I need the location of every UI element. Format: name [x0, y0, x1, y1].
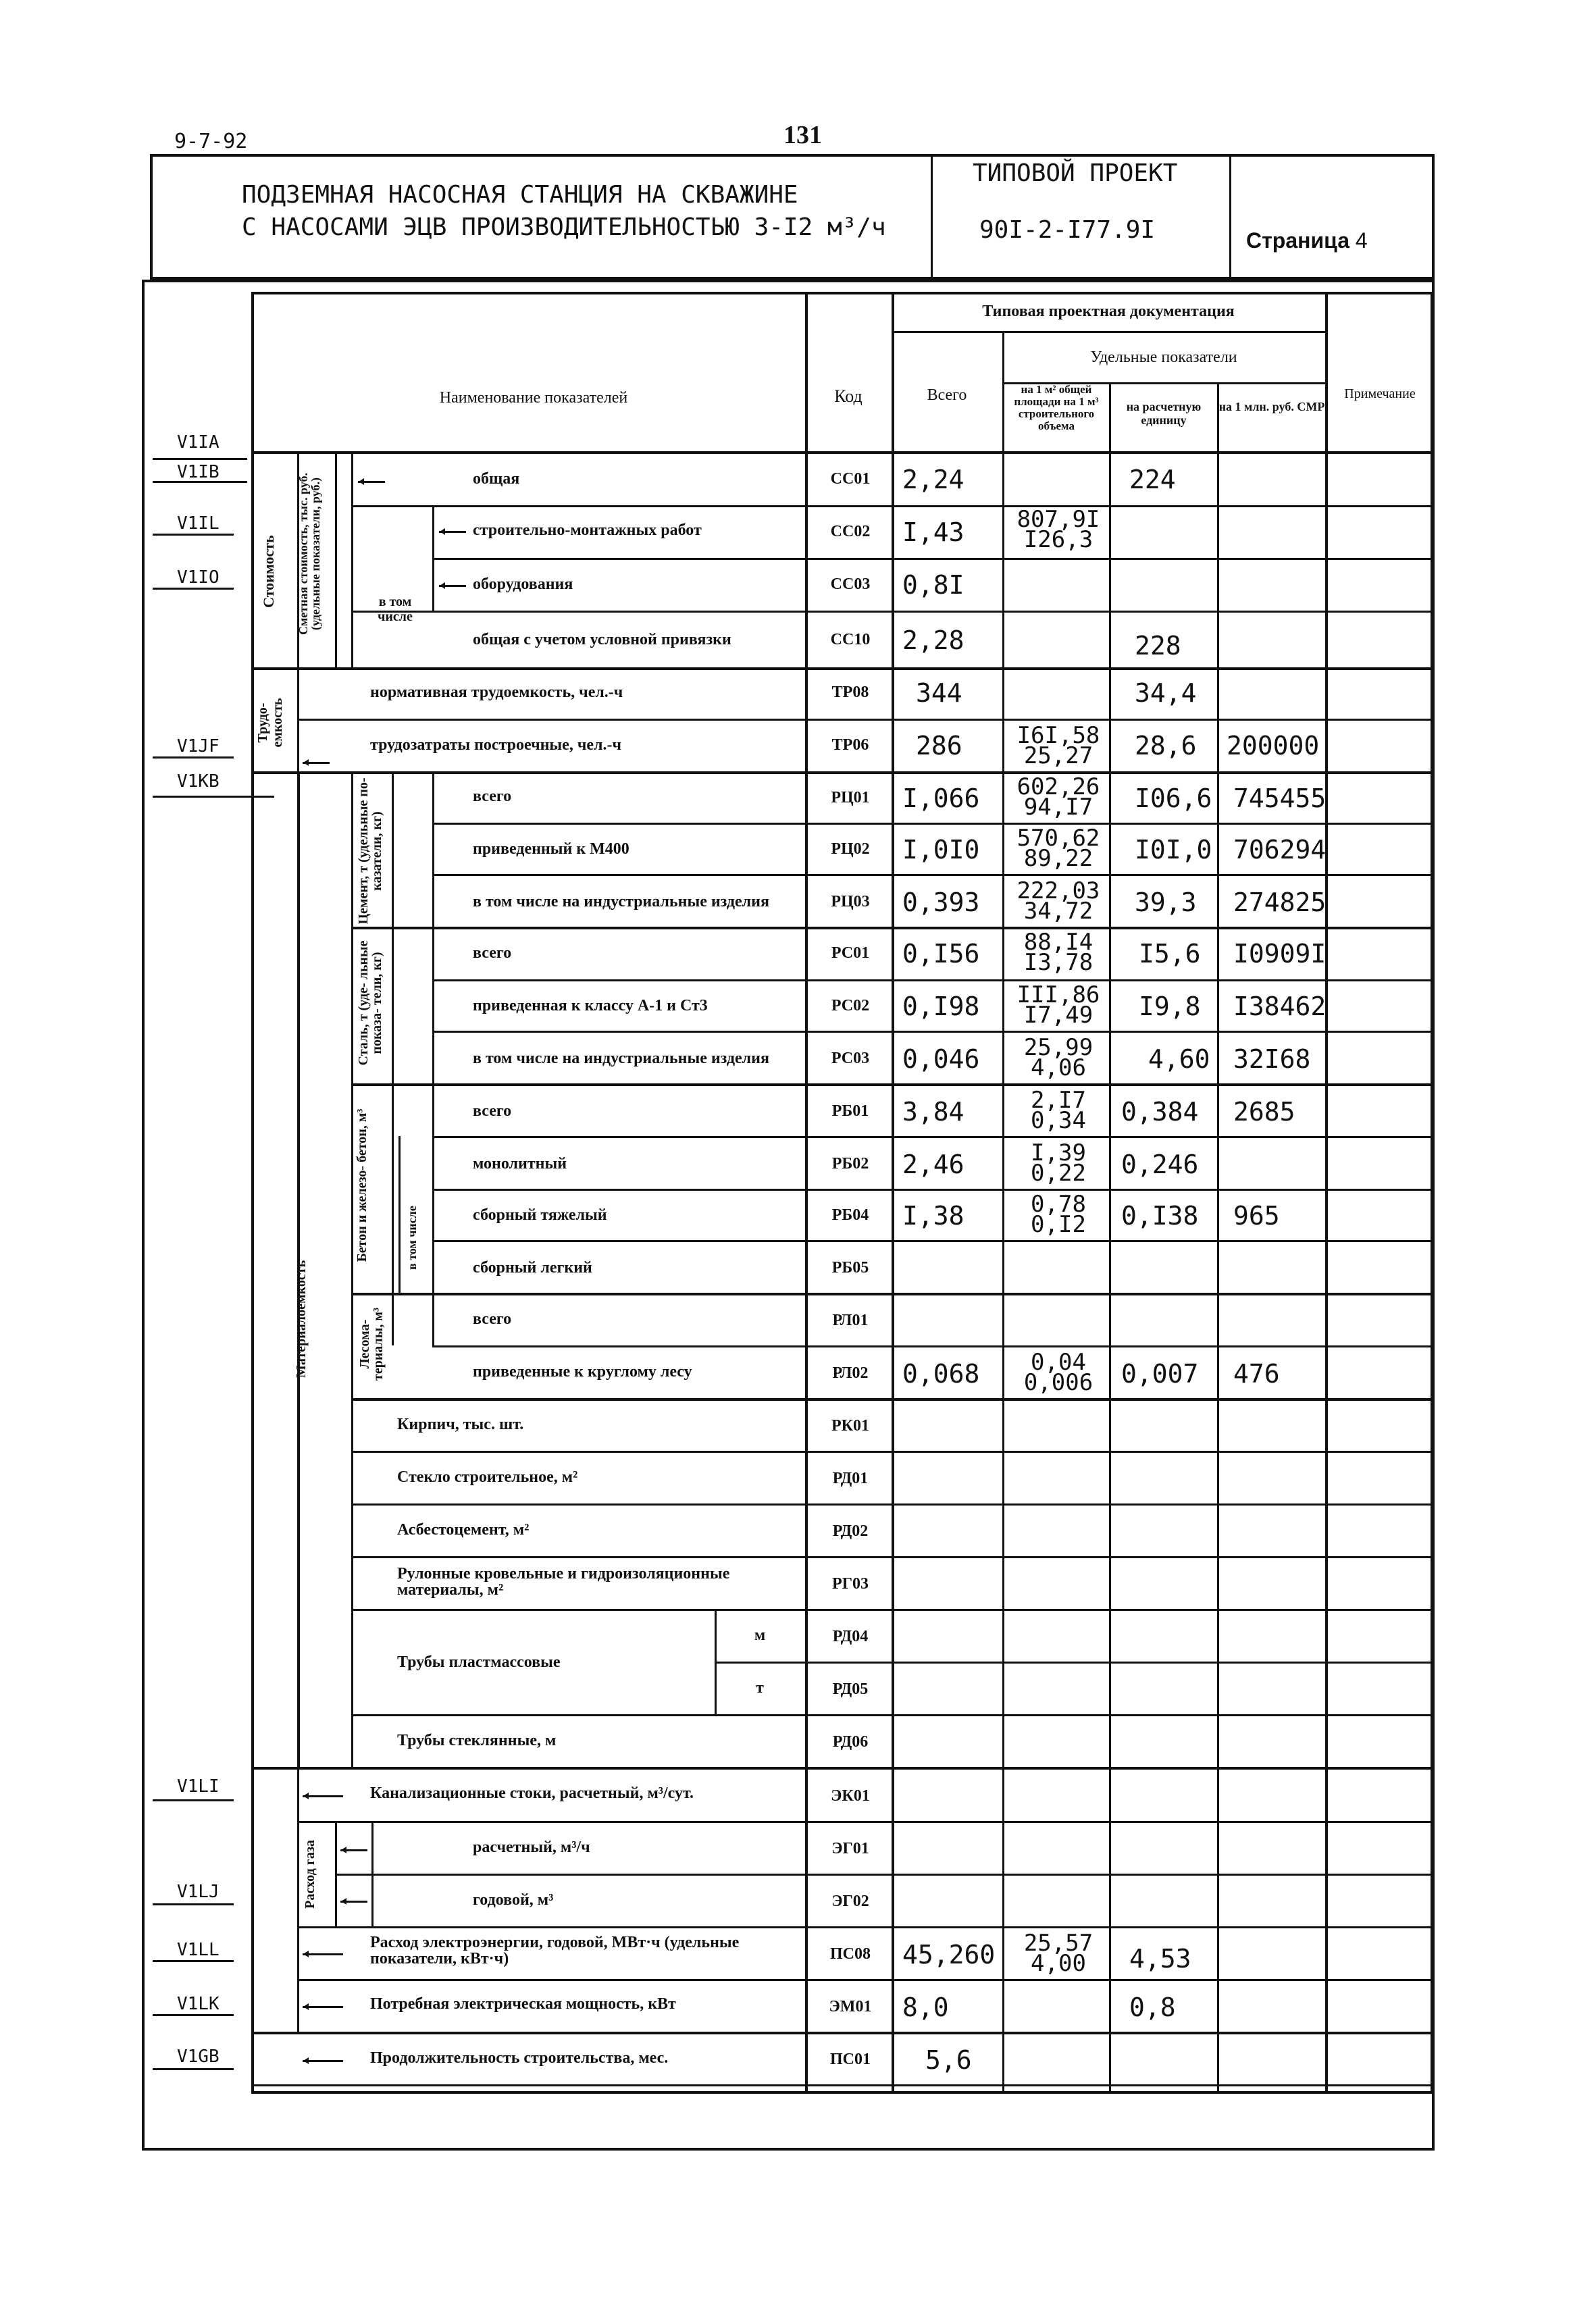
row-total: 45,260	[902, 1940, 996, 1970]
document-title-line2: С НАСОСАМИ ЭЦВ ПРОИЗВОДИТЕЛЬНОСТЬЮ 3-I2 м³/ч	[242, 213, 886, 241]
row-name: Асбестоцемент, м²	[397, 1521, 530, 1539]
row-per-m2: 222,03 34,72	[1016, 877, 1100, 925]
side-code: V1IO	[177, 567, 220, 588]
row-per-unit: 4,60	[1148, 1044, 1210, 1074]
group-gas: Расход газа	[303, 1840, 317, 1909]
header-per-m2: на 1 м² общей площади на 1 м³ строительного объема	[1014, 383, 1099, 432]
side-code: V1KB	[177, 771, 220, 792]
row-name: т	[756, 1679, 764, 1697]
row-name: приведенные к круглому лесу	[473, 1363, 692, 1381]
row-name: Кирпич, тыс. шт.	[397, 1416, 524, 1433]
row-per-mln: 2685	[1233, 1097, 1295, 1127]
group-concrete: Бетон и железо- бетон, м³	[355, 1108, 369, 1262]
row-total: 344	[916, 678, 962, 708]
row-total: I,38	[902, 1201, 964, 1231]
side-code: V1LL	[177, 1940, 220, 1960]
row-per-unit: 0,I38	[1121, 1201, 1199, 1231]
row-name: трудозатраты построечные, чел.-ч	[370, 736, 621, 754]
page-number: 131	[783, 121, 822, 149]
row-per-unit: I5,6	[1139, 939, 1201, 969]
row-per-mln: 200000	[1227, 731, 1320, 761]
row-code: СС03	[830, 575, 871, 593]
row-per-m2: 807,9I I26,3	[1016, 506, 1100, 553]
group-incl: в том числе	[378, 594, 413, 624]
row-total: 2,28	[902, 625, 964, 655]
row-name: приведенная к классу А-1 и Ст3	[473, 997, 708, 1014]
row-name: Продолжительность строительства, мес.	[370, 2049, 669, 2067]
document-title-line1: ПОДЗЕМНАЯ НАСОСНАЯ СТАНЦИЯ НА СКВАЖИНЕ	[242, 181, 798, 209]
sheet-number: 4	[1355, 228, 1368, 253]
row-name: м	[754, 1626, 766, 1644]
row-per-m2: 25,99 4,06	[1023, 1034, 1093, 1081]
row-code: РС02	[831, 997, 870, 1014]
row-per-mln: 706294	[1233, 835, 1327, 865]
row-code: СС10	[830, 631, 871, 648]
row-name: всего	[473, 788, 512, 805]
row-code: ЭМ01	[829, 1998, 872, 2015]
row-code: ЭК01	[831, 1787, 870, 1805]
row-total: 0,8I	[902, 570, 964, 600]
row-name: Потребная электрическая мощность, кВт	[370, 1995, 676, 2013]
row-total: 8,0	[902, 1992, 949, 2022]
row-per-unit: 224	[1129, 465, 1176, 494]
row-per-m2: 0,04 0,006	[1023, 1349, 1093, 1396]
row-per-unit: I06,6	[1135, 783, 1212, 813]
group-labor: Трудо- емкость	[255, 698, 285, 748]
row-per-m2: I6I,58 25,27	[1016, 722, 1100, 769]
group-cement: Цемент, т (удельные по- казатели, кг)	[356, 777, 384, 925]
header-name: Наименование показателей	[439, 389, 628, 407]
side-code: V1IB	[177, 462, 220, 482]
row-per-m2: 0,78 0,I2	[1031, 1191, 1086, 1238]
row-total: 2,24	[902, 465, 964, 494]
row-code: РС01	[831, 944, 870, 962]
row-name: годовой, м³	[473, 1891, 554, 1909]
row-total: 0,I56	[902, 939, 980, 969]
row-code: РС03	[831, 1050, 870, 1067]
row-per-unit: I9,8	[1139, 992, 1201, 1021]
group-concrete-incl: в том числе	[405, 1206, 419, 1270]
row-total: 5,6	[925, 2045, 972, 2075]
row-per-unit: 0,246	[1121, 1150, 1199, 1179]
row-name: строительно-монтажных работ	[473, 521, 702, 539]
indicators-table	[251, 292, 1433, 2094]
row-per-unit: 0,384	[1121, 1097, 1199, 1127]
row-per-m2: 88,I4 I3,78	[1023, 929, 1093, 976]
row-code: РЦ01	[831, 789, 870, 806]
header-per-mln: на 1 млн. руб. СМР	[1218, 400, 1325, 413]
row-code: РД05	[832, 1680, 869, 1698]
row-code: РБ04	[831, 1206, 869, 1224]
row-name: приведенный к М400	[473, 840, 629, 858]
row-name: нормативная трудоемкость, чел.-ч	[370, 684, 623, 701]
side-code: V1IA	[177, 432, 220, 453]
row-per-unit: 0,8	[1129, 1992, 1176, 2022]
row-name: сборный легкий	[473, 1259, 592, 1277]
row-per-m2: 570,62 89,22	[1016, 825, 1100, 872]
row-total: 286	[916, 731, 962, 761]
row-code: ПС01	[830, 2051, 871, 2068]
group-cost: Стоимость	[260, 535, 277, 608]
row-name: Рулонные кровельные и гидроизоляционные материалы, м²	[397, 1565, 730, 1599]
row-name: Трубы стеклянные, м	[397, 1732, 557, 1749]
row-per-m2: 602,26 94,I7	[1016, 773, 1100, 821]
group-steel: Сталь, т (уде- льные показа- тели, кг)	[356, 940, 384, 1066]
row-per-unit: I0I,0	[1135, 835, 1212, 865]
row-code: ЭГ01	[831, 1840, 869, 1857]
project-label: ТИПОВОЙ ПРОЕКТ	[973, 159, 1178, 187]
row-per-mln: 745455	[1233, 783, 1327, 813]
row-total: I,066	[902, 783, 980, 813]
row-per-mln: 32I68	[1233, 1044, 1311, 1074]
row-name: оборудования	[473, 575, 573, 593]
plastic-pipes-label: Трубы пластмассовые	[397, 1653, 561, 1671]
row-name: Стекло строительное, м²	[397, 1468, 578, 1486]
row-code: ПС08	[830, 1945, 871, 1963]
header-specific-group: Удельные показатели	[1090, 349, 1237, 366]
row-per-unit: 228	[1135, 631, 1181, 661]
row-per-m2: 2,I7 0,34	[1031, 1087, 1086, 1134]
row-code: РЛ02	[832, 1364, 869, 1382]
row-code: РЦ02	[831, 840, 870, 858]
row-name: общая с учетом условной привязки	[473, 631, 731, 648]
group-timber: Лесома- териалы, м³	[357, 1308, 386, 1381]
row-per-mln: I0909I	[1233, 939, 1327, 969]
row-name: всего	[473, 1102, 512, 1120]
side-code: V1LJ	[177, 1882, 220, 1902]
row-code: ТР06	[831, 736, 869, 754]
row-total: I,0I0	[902, 835, 980, 865]
side-code: V1GB	[177, 2047, 220, 2067]
row-per-mln: 965	[1233, 1201, 1280, 1231]
row-total: 3,84	[902, 1097, 964, 1127]
row-code: РБ01	[831, 1102, 869, 1120]
row-name: всего	[473, 1310, 512, 1328]
row-total: 0,068	[902, 1359, 980, 1389]
row-per-m2: 25,57 4,00	[1023, 1930, 1093, 1977]
header-per-unit: на расчетную единицу	[1126, 400, 1202, 427]
row-code: РД02	[832, 1522, 869, 1540]
side-code: V1LI	[177, 1776, 220, 1797]
sheet-label: Страница 4	[1246, 228, 1368, 253]
row-total: 0,393	[902, 888, 980, 917]
row-code: РД04	[832, 1628, 869, 1645]
header-doc-group: Типовая проектная документация	[982, 303, 1235, 320]
row-per-mln: 476	[1233, 1359, 1280, 1389]
row-per-mln: I38462	[1233, 992, 1327, 1021]
row-code: РД01	[832, 1470, 869, 1487]
row-per-unit: 28,6	[1135, 731, 1197, 761]
header-total: Всего	[927, 386, 967, 404]
row-code: РГ03	[832, 1575, 869, 1593]
group-estimate: Сметная стоимость, тыс. руб. (удельные показатели, руб.)	[297, 473, 322, 635]
row-code: РД06	[832, 1733, 869, 1751]
row-per-unit: 34,4	[1135, 678, 1197, 708]
row-code: РБ05	[831, 1259, 869, 1277]
row-code: ЭГ02	[831, 1893, 869, 1910]
row-name: в том числе на индустриальные изделия	[473, 1050, 769, 1067]
row-code: РБ02	[831, 1155, 869, 1173]
row-per-mln: 274825	[1233, 888, 1327, 917]
row-name: сборный тяжелый	[473, 1206, 607, 1224]
row-name: Расход электроэнергии, годовой, МВт·ч (удельные показатели, кВт·ч)	[370, 1934, 740, 1968]
header-code: Код	[834, 386, 863, 406]
row-name: расчетный, м³/ч	[473, 1839, 590, 1856]
row-code: СС01	[830, 470, 871, 488]
row-per-unit: 39,3	[1135, 888, 1197, 917]
row-code: РК01	[831, 1417, 870, 1435]
row-name: Канализационные стоки, расчетный, м³/сут.	[370, 1784, 694, 1802]
row-per-m2: III,86 I7,49	[1016, 981, 1100, 1029]
row-name: общая	[473, 470, 520, 488]
row-name: всего	[473, 944, 512, 962]
row-code: РЦ03	[831, 893, 870, 910]
side-code: V1IL	[177, 513, 220, 534]
row-per-unit: 4,53	[1129, 1944, 1191, 1974]
group-materials: Материалоемкость	[294, 1260, 309, 1378]
project-number: 90I-2-I77.9I	[979, 216, 1156, 244]
side-code: V1JF	[177, 736, 220, 756]
row-code: ТР08	[831, 684, 869, 701]
row-total: 2,46	[902, 1150, 964, 1179]
document-code: 9-7-92	[174, 130, 248, 153]
header-note: Примечание	[1344, 386, 1416, 401]
row-total: 0,046	[902, 1044, 980, 1074]
row-total: 0,I98	[902, 992, 980, 1021]
row-name: монолитный	[473, 1155, 567, 1173]
row-per-m2: I,39 0,22	[1031, 1139, 1086, 1187]
row-total: I,43	[902, 517, 964, 547]
row-per-unit: 0,007	[1121, 1359, 1199, 1389]
row-code: РЛ01	[832, 1312, 869, 1329]
side-code: V1LK	[177, 1994, 220, 2014]
row-code: СС02	[830, 523, 871, 540]
row-name: в том числе на индустриальные изделия	[473, 893, 769, 910]
